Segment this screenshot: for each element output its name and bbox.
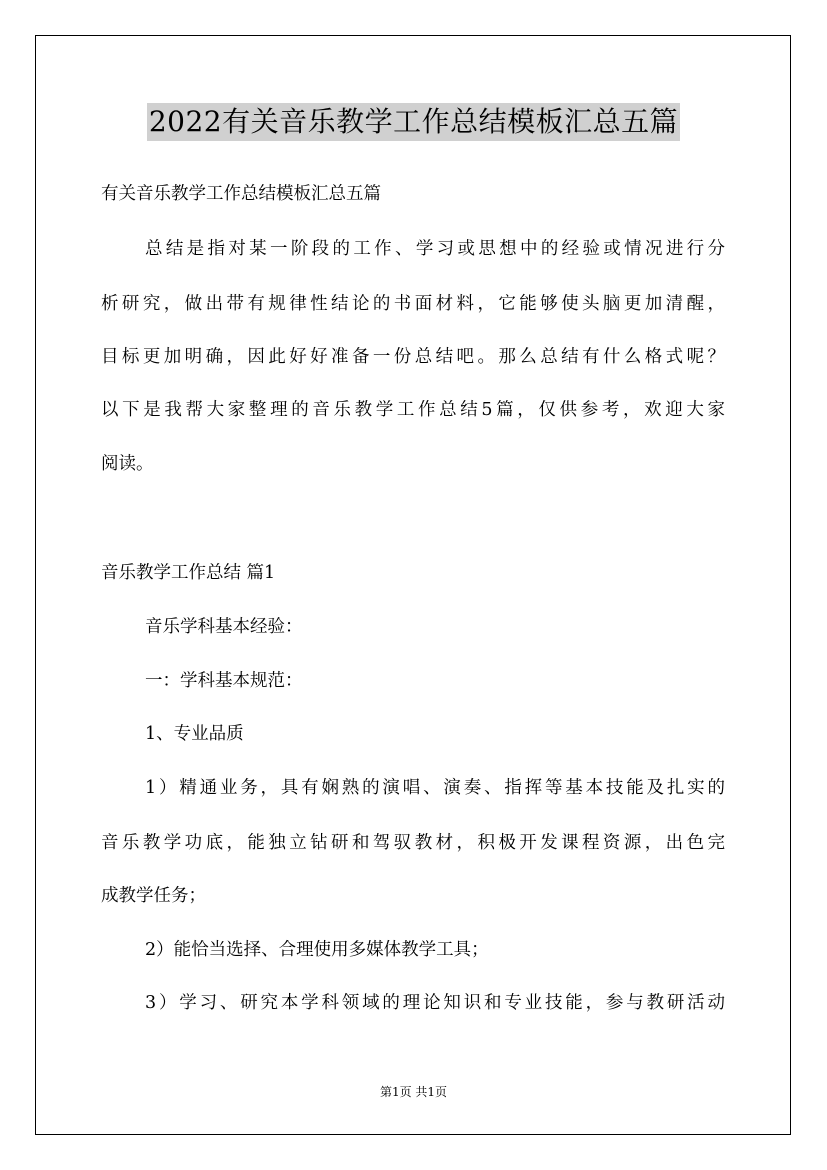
intro-line-5: 阅读。 xyxy=(101,454,154,474)
subtitle: 有关音乐教学工作总结模板汇总五篇 xyxy=(101,184,381,204)
section-heading: 音乐教学工作总结 篇1 xyxy=(101,563,276,583)
document-title: 2022有关音乐教学工作总结模板汇总五篇 xyxy=(147,103,680,141)
page-footer: 第1页 共1页 xyxy=(379,1085,448,1099)
title-container xyxy=(0,103,827,141)
item1-line-1: 1）精通业务，具有娴熟的演唱、演奏、指挥等基本技能及扎实的 xyxy=(145,778,725,798)
item2: 2）能恰当选择、合理使用多媒体教学工具； xyxy=(145,940,489,960)
intro-line-4: 以下是我帮大家整理的音乐教学工作总结5篇，仅供参考，欢迎大家 xyxy=(101,400,725,420)
paragraph-norms: 一：学科基本规范： xyxy=(145,671,303,691)
paragraph-quality: 1、专业品质 xyxy=(145,724,244,744)
intro-line-2: 析研究，做出带有规律性结论的书面材料，它能够使头脑更加清醒， xyxy=(101,294,725,314)
intro-line-3: 目标更加明确，因此好好准备一份总结吧。那么总结有什么格式呢？ xyxy=(101,347,725,367)
paragraph-experience: 音乐学科基本经验： xyxy=(145,617,303,637)
item3: 3）学习、研究本学科领域的理论知识和专业技能，参与教研活动 xyxy=(145,993,725,1013)
item1-line-2: 音乐教学功底，能独立钻研和驾驭教材，积极开发课程资源，出色完 xyxy=(101,833,725,853)
item1-line-3: 成教学任务； xyxy=(101,886,206,906)
intro-line-1: 总结是指对某一阶段的工作、学习或思想中的经验或情况进行分 xyxy=(145,239,725,259)
